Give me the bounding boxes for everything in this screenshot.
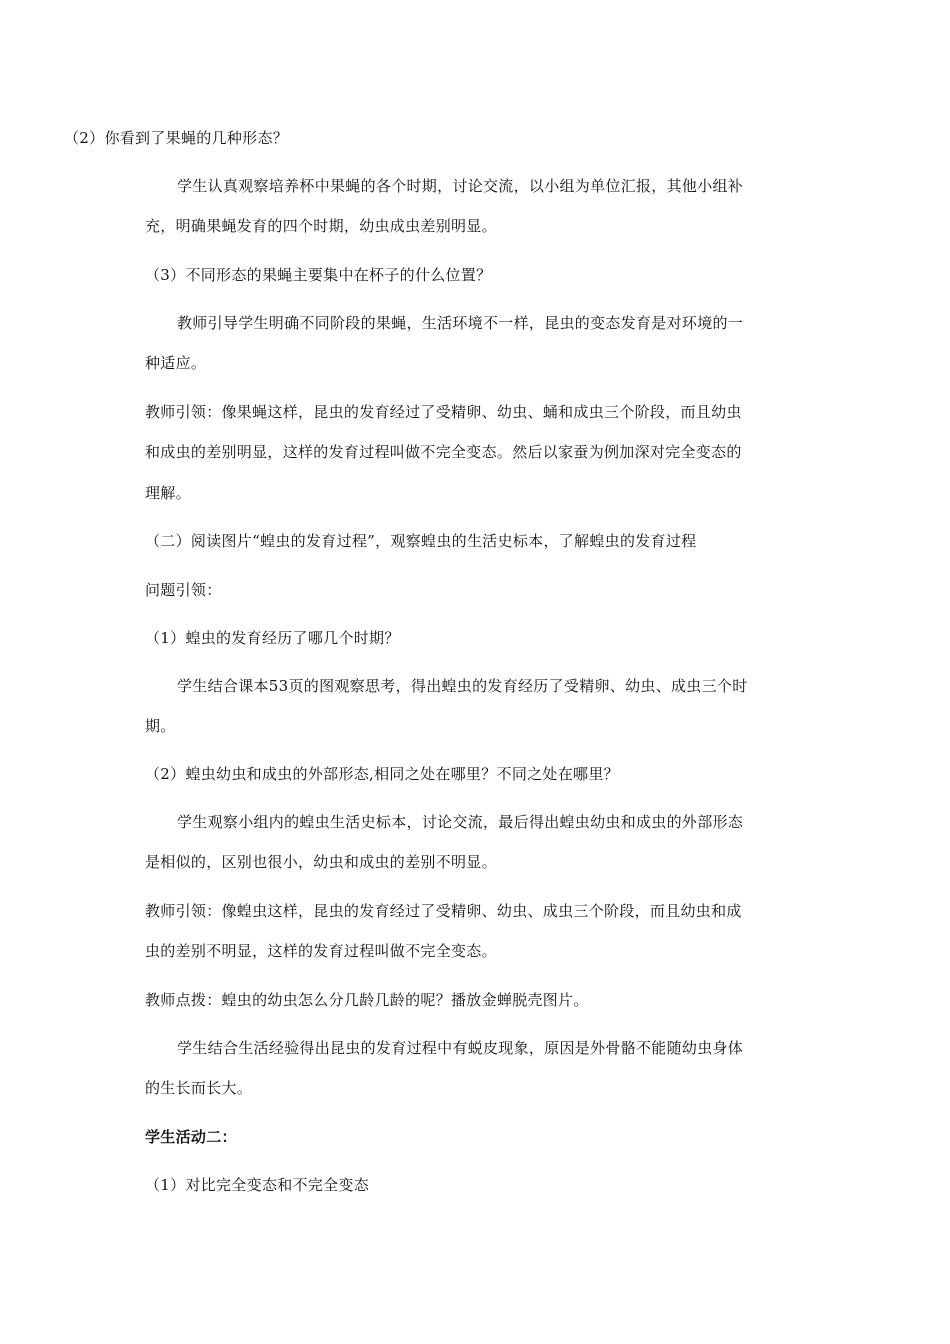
paragraph-line: 虫的差别不明显，这样的发育过程叫做不完全变态。 [145, 942, 497, 960]
paragraph-line: 教师引导学生明确不同阶段的果蝇，生活环境不一样，昆虫的变态发育是对环境的一 [177, 314, 744, 332]
activity-heading: 学生活动二： [145, 1128, 237, 1146]
paragraph-line: 期。 [145, 717, 176, 735]
paragraph-line: 理解。 [145, 484, 191, 502]
paragraph-line: 学生结合生活经验得出昆虫的发育过程中有蜕皮现象，原因是外骨骼不能随幼虫身体 [177, 1039, 744, 1057]
paragraph-line: 学生认真观察培养杯中果蝇的各个时期，讨论交流，以小组为单位汇报，其他小组补 [177, 177, 744, 195]
paragraph-line: 教师引领：像蝗虫这样，昆虫的发育经过了受精卵、幼虫、成虫三个阶段，而且幼虫和成 [145, 902, 742, 920]
paragraph-line: 教师引领：像果蝇这样，昆虫的发育经过了受精卵、幼虫、蛹和成虫三个阶段，而且幼虫 [145, 403, 742, 421]
paragraph-line: 充，明确果蝇发育的四个时期，幼虫成虫差别明显。 [145, 217, 497, 235]
paragraph-line: 学生结合课本53页的图观察思考，得出蝗虫的发育经历了受精卵、幼虫、成虫三个时 [177, 677, 748, 695]
activity-item-1: （1）对比完全变态和不完全变态 [145, 1176, 370, 1194]
question-2-fruitfly-forms: （2）你看到了果蝇的几种形态？ [64, 129, 289, 147]
paragraph-line: 教师点拨：蝗虫的幼虫怎么分几龄几龄的呢？播放金蝉脱壳图片。 [145, 991, 589, 1009]
paragraph-line: 是相似的，区别也很小，幼虫和成虫的差别不明显。 [145, 853, 497, 871]
paragraph-line: 种适应。 [145, 354, 207, 372]
question-1-locust-stages: （1）蝗虫的发育经历了哪几个时期？ [145, 629, 400, 647]
section-heading-locust: （二）阅读图片“蝗虫的发育过程”，观察蝗虫的生活史标本，了解蝗虫的发育过程 [145, 532, 697, 550]
paragraph-line: 学生观察小组内的蝗虫生活史标本，讨论交流，最后得出蝗虫幼虫和成虫的外部形态 [177, 813, 744, 831]
paragraph-line: 问题引领： [145, 581, 222, 599]
paragraph-line: 和成虫的差别明显，这样的发育过程叫做不完全变态。然后以家蚕为例加深对完全变态的 [145, 443, 742, 461]
question-3-fruitfly-location: （3）不同形态的果蝇主要集中在杯子的什么位置？ [145, 266, 492, 284]
paragraph-line: 的生长而长大。 [145, 1079, 253, 1097]
question-2-locust-morphology: （2）蝗虫幼虫和成虫的外部形态,相同之处在哪里？不同之处在哪里？ [145, 765, 619, 783]
